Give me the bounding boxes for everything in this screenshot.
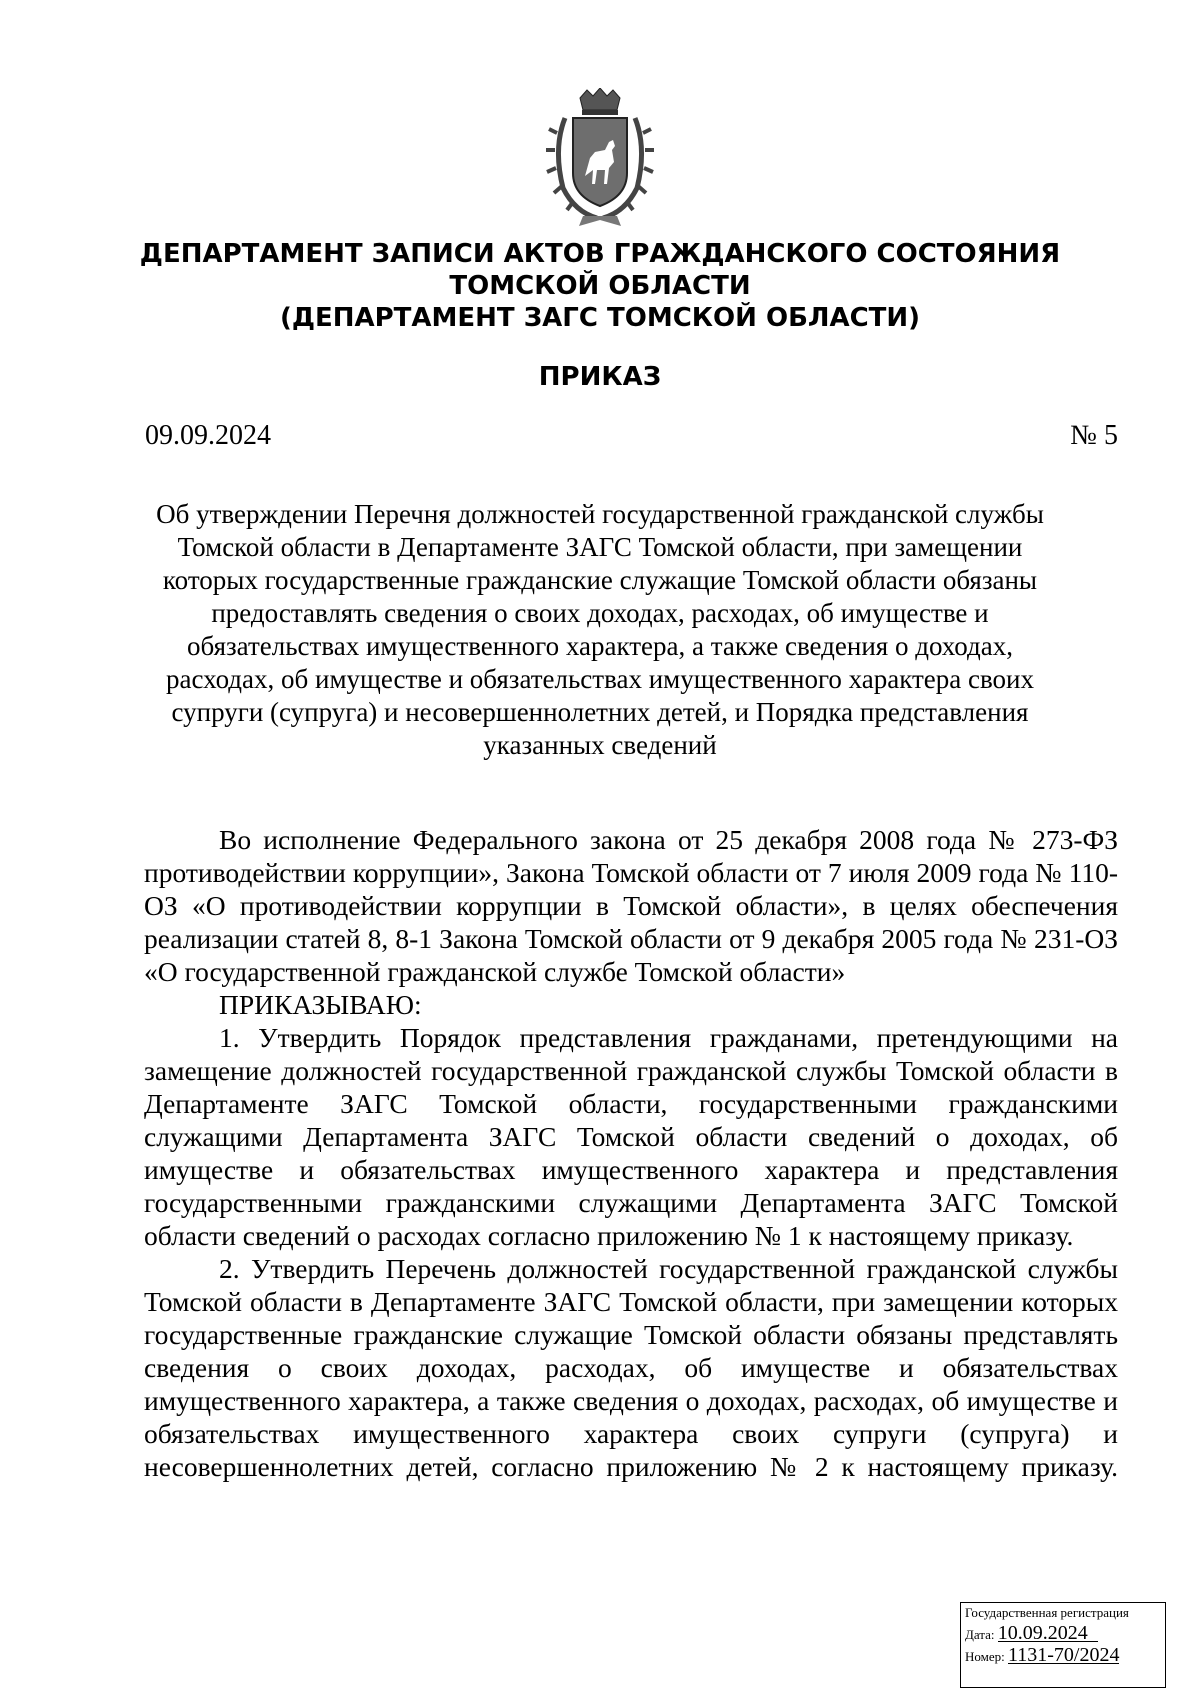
order-item-2: 2. Утвердить Перечень должностей государственной гражданской службы Томской области в Департаменте ЗАГС Томской области, при замещении которых государственные гражданские служащие Томской области обязаны представлять сведения о своих доходах, расходах, об имуществе и обязательствах имущественного характера, а также сведения о доходах, расходах, об имуществе и обязательствах имущественного характера своих супруги (супруга) и несовершеннолетних детей, согласно приложению № 2 к настоящему приказу. bbox=[144, 1253, 1118, 1482]
document-type-title: ПРИКАЗ bbox=[538, 362, 662, 392]
order-subject: Об утверждении Перечня должностей государственной гражданской службы Томской области в Департаменте ЗАГС Томской области, при замещении которых государственные гражданские служащие Томской области обязаны предоставлять сведения о своих доходах, расходах, об имуществе и обязательствах имущественного характера, а также сведения о доходах, расходах, об имуществе и обязательствах имущественного характера своих супруги (супруга) и несовершеннолетних детей, и Порядка представления указанных сведений bbox=[156, 499, 1044, 760]
order-date: 09.09.2024 bbox=[145, 420, 271, 451]
header-line-3: (ДЕПАРТАМЕНТ ЗАГС ТОМСКОЙ ОБЛАСТИ) bbox=[279, 303, 921, 333]
preamble-paragraph: Во исполнение Федерального закона от 25 декабря 2008 года № 273-ФЗ противодействии коррупции», Закона Томской области от 7 июля 2009 года № 110-ОЗ «О противодействии коррупции в Томской области», в целях обеспечения реализации статей 8, 8-1 Закона Томской области от 9 декабря 2005 года № 231-ОЗ «О государственной гражданской службе Томской области» bbox=[144, 824, 1118, 987]
registration-stamp bbox=[960, 1602, 1166, 1688]
order-body bbox=[144, 823, 1118, 1483]
header-line-1: ДЕПАРТАМЕНТ ЗАПИСИ АКТОВ ГРАЖДАНСКОГО СОСТОЯНИЯ bbox=[139, 239, 1061, 269]
registration-number-value: 1131-70/2024 bbox=[1008, 1644, 1120, 1666]
order-directive: ПРИКАЗЫВАЮ: bbox=[219, 989, 422, 1020]
registration-heading: Государственная регистрация bbox=[965, 1605, 1129, 1620]
coat-of-arms-emblem bbox=[535, 88, 665, 228]
order-number: № 5 bbox=[1070, 420, 1118, 451]
registration-date-value: 10.09.2024 bbox=[998, 1625, 1098, 1642]
registration-number-label: Номер: bbox=[965, 1649, 1005, 1664]
header-line-2: ТОМСКОЙ ОБЛАСТИ bbox=[449, 271, 751, 301]
order-item-1: 1. Утвердить Порядок представления гражданами, претендующими на замещение должностей государственной гражданской службы Томской области в Департаменте ЗАГС Томской области, государственными гражданскими служащими Департамента ЗАГС Томской области сведений о доходах, об имуществе и обязательствах имущественного характера и представления государственными гражданскими служащими Департамента ЗАГС Томской области сведений о расходах согласно приложению № 1 к настоящему приказу. bbox=[144, 1022, 1118, 1251]
department-header bbox=[0, 238, 1200, 334]
registration-date-label: Дата: bbox=[965, 1627, 995, 1642]
